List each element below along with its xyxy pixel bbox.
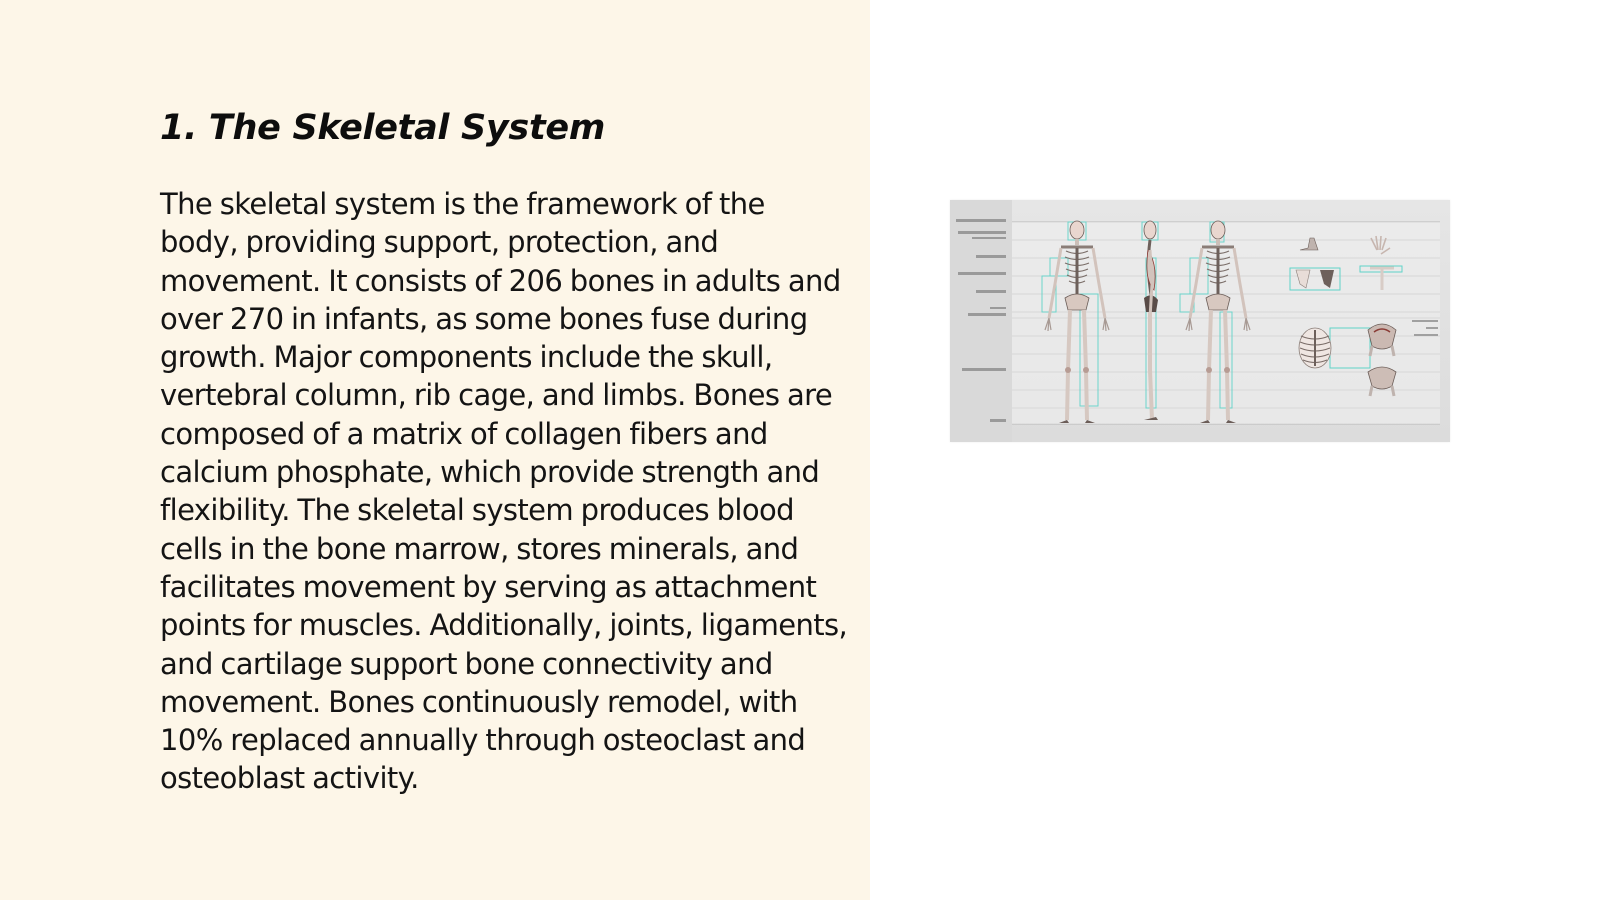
skeleton-diagram-icon: [950, 200, 1450, 442]
skeleton-chart-image: [950, 200, 1450, 442]
slide-title: 1. The Skeletal System: [160, 108, 605, 148]
slide-body-text: The skeletal system is the framework of the body, providing support, protection, and movement. It consists of 206 bones in adults and over 270 in infants, as some bones fuse during growth. Major components include the skull, vertebral column, rib cage, and limbs. Bones are composed of a matrix of collagen fibers and calcium phosphate, which provide strength and flexibility. The skeletal system produces blood cells in the bone marrow, stores minerals, and facilitates movement by serving as attachment points for muscles. Additionally, joints, ligaments, and cartilage support bone connectivity and movement. Bones continuously remodel, with 10% replaced annually through osteoclast and osteoblast activity.: [160, 187, 848, 796]
